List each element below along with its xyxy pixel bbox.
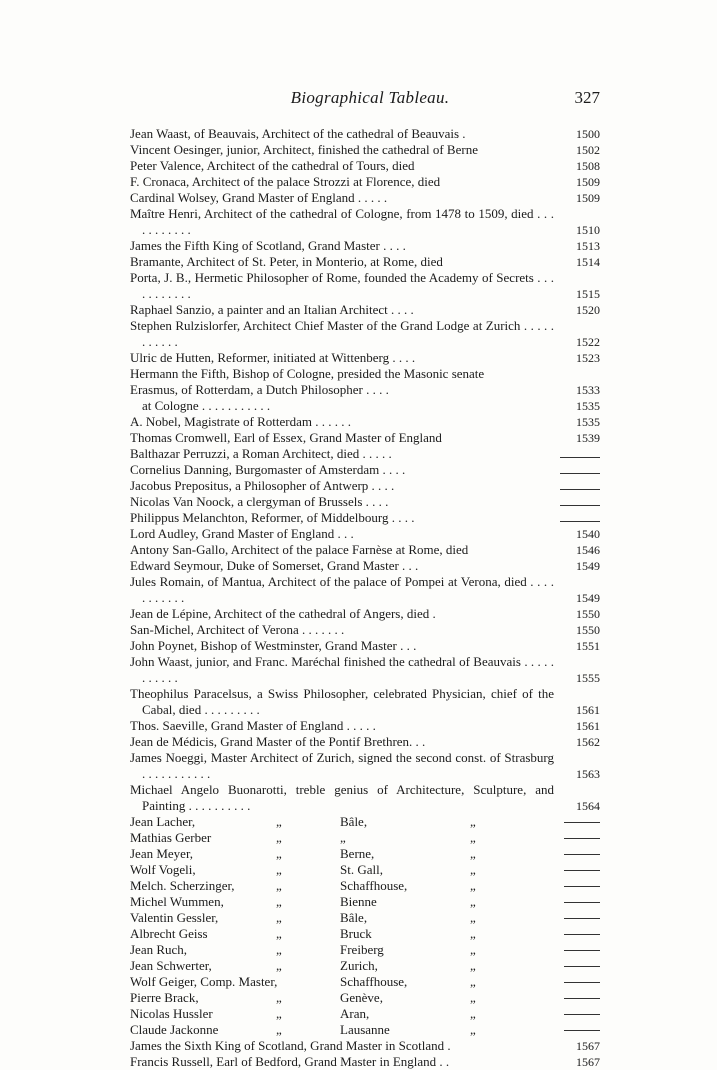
tableau-entry xyxy=(130,1054,600,1070)
tableau-entry xyxy=(130,270,600,302)
entry-year: 1564 xyxy=(576,799,600,813)
tableau-entry xyxy=(130,654,600,686)
entry-year: 1561 xyxy=(576,719,600,733)
ditto-mark: „ xyxy=(470,910,476,925)
entry-text: Theophilus Paracelsus, a Swiss Philosopher, celebrated Physician, chief of the Cabal, died . . . . . . . . . xyxy=(130,686,554,717)
entry-year: 1500 xyxy=(576,127,600,141)
ditto-mark: „ xyxy=(276,814,282,829)
tableau-entry xyxy=(130,446,600,462)
tableau-entry xyxy=(130,1038,600,1054)
year-dash xyxy=(560,496,600,506)
entry-text: James the Sixth King of Scotland, Grand Master in Scotland . xyxy=(130,1038,451,1053)
tableau-entry xyxy=(130,542,600,558)
entry-text: Stephen Rulzislorfer, Architect Chief Master of the Grand Lodge at Zurich . . . . . . . . . . . xyxy=(130,318,554,349)
ditto-mark: „ xyxy=(276,990,282,1005)
ditto-mark: „ xyxy=(276,862,282,877)
tableau-entry xyxy=(130,750,600,782)
entry-year: 1509 xyxy=(576,191,600,205)
year-dash xyxy=(564,822,600,823)
entry-year: 1515 xyxy=(576,287,600,301)
lodge-place: Genève, xyxy=(340,990,383,1005)
ditto-mark: „ xyxy=(470,1006,476,1021)
ditto-mark: „ xyxy=(276,894,282,909)
entry-text: Balthazar Perruzzi, a Roman Architect, died . . . . . xyxy=(130,446,392,461)
entry-year: 1567 xyxy=(576,1039,600,1053)
ditto-mark: „ xyxy=(470,974,476,989)
tableau-entry xyxy=(130,318,600,350)
lodge-place: Lausanne xyxy=(340,1022,390,1037)
entry-text: Thomas Cromwell, Earl of Essex, Grand Master of England xyxy=(130,430,442,445)
tableau-entry xyxy=(130,686,600,718)
lodge-master-row xyxy=(130,974,600,990)
lodge-master-list xyxy=(130,814,600,1038)
tableau-entry xyxy=(130,126,600,142)
master-name: Melch. Scherzinger, xyxy=(130,878,235,893)
year-dash xyxy=(564,918,600,919)
entry-text: Raphael Sanzio, a painter and an Italian Architect . . . . xyxy=(130,302,414,317)
lodge-master-row xyxy=(130,926,600,942)
entry-text: Jean de Médicis, Grand Master of the Pontif Brethren. . . xyxy=(130,734,426,749)
entry-text: Lord Audley, Grand Master of England . . . xyxy=(130,526,354,541)
master-name: Jean Lacher, xyxy=(130,814,196,829)
year-dash xyxy=(564,950,600,951)
tableau-entry xyxy=(130,478,600,494)
lodge-place: Zurich, xyxy=(340,958,378,973)
lodge-place: Freiberg xyxy=(340,942,384,957)
lodge-place: „ xyxy=(340,830,346,845)
entry-text: Antony San-Gallo, Architect of the palace Farnèse at Rome, died xyxy=(130,542,469,557)
tableau-entry xyxy=(130,238,600,254)
tableau-entry xyxy=(130,638,600,654)
lodge-place: Bruck xyxy=(340,926,372,941)
tableau-entry xyxy=(130,558,600,574)
tableau-entry xyxy=(130,350,600,366)
master-name: Jean Meyer, xyxy=(130,846,194,861)
entry-year: 1520 xyxy=(576,303,600,317)
entry-text: Ulric de Hutten, Reformer, initiated at Wittenberg . . . . xyxy=(130,350,416,365)
lodge-master-row xyxy=(130,846,600,862)
lodge-master-row xyxy=(130,958,600,974)
ditto-mark: „ xyxy=(470,958,476,973)
ditto-mark: „ xyxy=(276,958,282,973)
year-dash xyxy=(564,902,600,903)
year-dash xyxy=(564,934,600,935)
ditto-mark: „ xyxy=(470,862,476,877)
ditto-mark: „ xyxy=(470,830,476,845)
entry-year: 1555 xyxy=(576,671,600,685)
entry-text: James Noeggi, Master Architect of Zurich, signed the second const. of Strasburg . . . . . . . . . . . xyxy=(130,750,554,781)
year-dash xyxy=(564,982,600,983)
entry-year: 1533 xyxy=(576,383,600,397)
running-title: Biographical Tableau. xyxy=(290,88,450,107)
tableau-entry xyxy=(130,366,600,382)
tableau-entry xyxy=(130,382,600,398)
tableau-entry xyxy=(130,430,600,446)
ditto-mark: „ xyxy=(276,1022,282,1037)
lodge-master-row xyxy=(130,830,600,846)
final-entry-list xyxy=(130,1038,600,1070)
year-dash xyxy=(564,838,600,839)
year-dash xyxy=(564,886,600,887)
year-dash xyxy=(564,1014,600,1015)
entry-text: Jean Waast, of Beauvais, Architect of the cathedral of Beauvais . xyxy=(130,126,466,141)
entry-year: 1551 xyxy=(576,639,600,653)
ditto-mark: „ xyxy=(470,814,476,829)
lodge-master-row xyxy=(130,1022,600,1038)
entry-text: Thos. Saeville, Grand Master of England . . . . . xyxy=(130,718,376,733)
entry-text: John Waast, junior, and Franc. Maréchal finished the cathedral of Beauvais . . . . . . . . . . . xyxy=(130,654,554,685)
lodge-place: St. Gall, xyxy=(340,862,383,877)
tableau-entry xyxy=(130,302,600,318)
entry-text: Vincent Oesinger, junior, Architect, finished the cathedral of Berne xyxy=(130,142,478,157)
entry-year: 1549 xyxy=(576,559,600,573)
lodge-master-row xyxy=(130,878,600,894)
master-name: Mathias Gerber xyxy=(130,830,212,845)
master-name: Michel Wummen, xyxy=(130,894,224,909)
master-name: Nicolas Hussler xyxy=(130,1006,213,1021)
lodge-master-row xyxy=(130,894,600,910)
tableau-entry xyxy=(130,414,600,430)
entry-year: 1514 xyxy=(576,255,600,269)
tableau-entry xyxy=(130,254,600,270)
ditto-mark: „ xyxy=(470,894,476,909)
entry-text: Francis Russell, Earl of Bedford, Grand Master in England . . xyxy=(130,1054,450,1069)
entry-text: Maître Henri, Architect of the cathedral of Cologne, from 1478 to 1509, died . . . . . . . . . . . xyxy=(130,206,554,237)
entry-year: 1522 xyxy=(576,335,600,349)
tableau-entry xyxy=(130,622,600,638)
master-name: Pierre Brack, xyxy=(130,990,199,1005)
entry-text: at Cologne . . . . . . . . . . . xyxy=(142,398,271,413)
ditto-mark: „ xyxy=(276,926,282,941)
year-dash xyxy=(560,512,600,522)
entry-text: A. Nobel, Magistrate of Rotterdam . . . . . . xyxy=(130,414,351,429)
year-dash xyxy=(560,480,600,490)
lodge-place: Bienne xyxy=(340,894,377,909)
tableau-entry xyxy=(130,158,600,174)
master-name: Wolf Vogeli, xyxy=(130,862,196,877)
tableau-entry xyxy=(130,574,600,606)
year-dash xyxy=(564,966,600,967)
entry-text: Erasmus, of Rotterdam, a Dutch Philosopher . . . . xyxy=(130,382,389,397)
ditto-mark: „ xyxy=(470,990,476,1005)
entry-year: 1567 xyxy=(576,1055,600,1069)
master-name: Jean Ruch, xyxy=(130,942,188,957)
ditto-mark: „ xyxy=(470,846,476,861)
ditto-mark: „ xyxy=(276,830,282,845)
ditto-mark: „ xyxy=(276,878,282,893)
tableau-entry xyxy=(130,206,600,238)
ditto-mark: „ xyxy=(276,846,282,861)
tableau-entry xyxy=(130,398,600,414)
tableau-entry xyxy=(130,494,600,510)
entry-text: Peter Valence, Architect of the cathedral of Tours, died xyxy=(130,158,415,173)
tableau-body xyxy=(130,126,600,1070)
master-name: Valentin Gessler, xyxy=(130,910,219,925)
tableau-entry xyxy=(130,526,600,542)
entry-text: Cornelius Danning, Burgomaster of Amsterdam . . . . xyxy=(130,462,406,477)
ditto-mark: „ xyxy=(276,942,282,957)
lodge-place: Bâle, xyxy=(340,910,368,925)
entry-year: 1550 xyxy=(576,623,600,637)
entry-text: San-Michel, Architect of Verona . . . . . . . xyxy=(130,622,345,637)
entry-text: Edward Seymour, Duke of Somerset, Grand Master . . . xyxy=(130,558,419,573)
entry-year: 1549 xyxy=(576,591,600,605)
entry-text: John Poynet, Bishop of Westminster, Grand Master . . . xyxy=(130,638,417,653)
tableau-entry xyxy=(130,510,600,526)
lodge-master-row xyxy=(130,990,600,1006)
lodge-place: Bâle, xyxy=(340,814,368,829)
lodge-master-row xyxy=(130,1006,600,1022)
entry-year: 1508 xyxy=(576,159,600,173)
master-name: Jean Schwerter, xyxy=(130,958,212,973)
entry-text: F. Cronaca, Architect of the palace Strozzi at Florence, died xyxy=(130,174,441,189)
entry-text: Nicolas Van Noock, a clergyman of Brussels . . . . xyxy=(130,494,389,509)
entry-list xyxy=(130,126,600,814)
entry-year: 1546 xyxy=(576,543,600,557)
entry-text: Porta, J. B., Hermetic Philosopher of Rome, founded the Academy of Secrets . . . . . . . . . . . xyxy=(130,270,554,301)
lodge-master-row xyxy=(130,862,600,878)
year-dash xyxy=(564,854,600,855)
entry-text: Philippus Melanchton, Reformer, of Middelbourg . . . . xyxy=(130,510,415,525)
entry-year: 1563 xyxy=(576,767,600,781)
entry-year: 1535 xyxy=(576,399,600,413)
page-header xyxy=(140,88,600,112)
entry-text: Hermann the Fifth, Bishop of Cologne, presided the Masonic senate xyxy=(130,366,485,381)
entry-year: 1509 xyxy=(576,175,600,189)
lodge-place: Schaffhouse, xyxy=(340,878,408,893)
master-name: Claude Jackonne xyxy=(130,1022,219,1037)
entry-year: 1550 xyxy=(576,607,600,621)
entry-year: 1510 xyxy=(576,223,600,237)
tableau-entry xyxy=(130,606,600,622)
tableau-entry xyxy=(130,734,600,750)
entry-text: Jean de Lépine, Architect of the cathedral of Angers, died . xyxy=(130,606,436,621)
entry-text: Michael Angelo Buonarotti, treble genius of Architecture, Sculpture, and Painting . . . . . . . . . . xyxy=(130,782,554,813)
entry-year: 1540 xyxy=(576,527,600,541)
lodge-place: Schaffhouse, xyxy=(340,974,408,989)
lodge-master-row xyxy=(130,814,600,830)
entry-text: Bramante, Architect of St. Peter, in Monterio, at Rome, died xyxy=(130,254,443,269)
entry-text: Jacobus Prepositus, a Philosopher of Antwerp . . . . xyxy=(130,478,395,493)
ditto-mark: „ xyxy=(470,1022,476,1037)
page-number: 327 xyxy=(574,88,600,107)
entry-year: 1523 xyxy=(576,351,600,365)
entry-year: 1561 xyxy=(576,703,600,717)
tableau-entry xyxy=(130,174,600,190)
entry-text: James the Fifth King of Scotland, Grand Master . . . . xyxy=(130,238,406,253)
ditto-mark: „ xyxy=(276,910,282,925)
lodge-place: Aran, xyxy=(340,1006,370,1021)
lodge-master-row xyxy=(130,910,600,926)
master-name: Albrecht Geiss xyxy=(130,926,208,941)
lodge-place: Berne, xyxy=(340,846,375,861)
entry-year: 1539 xyxy=(576,431,600,445)
lodge-master-row xyxy=(130,942,600,958)
tableau-entry xyxy=(130,718,600,734)
master-name: Wolf Geiger, Comp. Master, xyxy=(130,974,278,989)
year-dash xyxy=(560,464,600,474)
ditto-mark: „ xyxy=(470,942,476,957)
tableau-entry xyxy=(130,142,600,158)
ditto-mark: „ xyxy=(276,1006,282,1021)
entry-year: 1502 xyxy=(576,143,600,157)
entry-text: Cardinal Wolsey, Grand Master of England . . . . . xyxy=(130,190,388,205)
tableau-entry xyxy=(130,782,600,814)
year-dash xyxy=(560,448,600,458)
tableau-entry xyxy=(130,190,600,206)
year-dash xyxy=(564,1030,600,1031)
year-dash xyxy=(564,998,600,999)
entry-year: 1562 xyxy=(576,735,600,749)
entry-text: Jules Romain, of Mantua, Architect of the palace of Pompei at Verona, died . . . . . . . . . . . xyxy=(130,574,554,605)
tableau-entry xyxy=(130,462,600,478)
entry-year: 1513 xyxy=(576,239,600,253)
year-dash xyxy=(564,870,600,871)
ditto-mark: „ xyxy=(470,878,476,893)
entry-year: 1535 xyxy=(576,415,600,429)
ditto-mark: „ xyxy=(470,926,476,941)
